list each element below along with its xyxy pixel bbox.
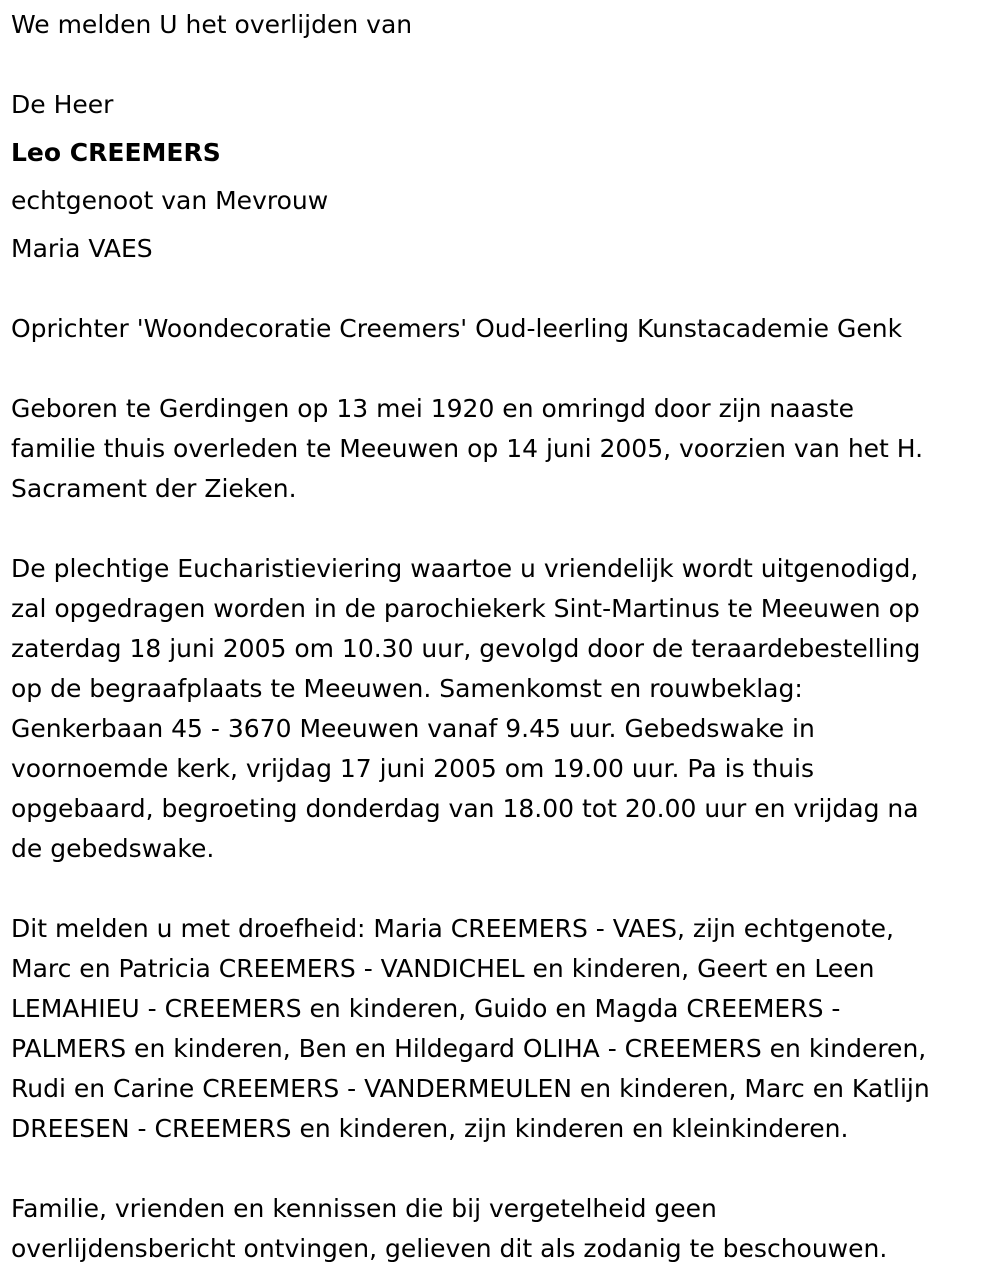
paragraph-line: op de begraafplaats te Meeuwen. Samenkomst en rouwbeklag: (11, 674, 803, 703)
paragraph-line: opgebaard, begroeting donderdag van 18.00 tot 20.00 uur en vrijdag na (11, 794, 919, 823)
paragraph-line: Genkerbaan 45 - 3670 Meeuwen vanaf 9.45 uur. Gebedswake in (11, 714, 815, 743)
paragraph-line: PALMERS en kinderen, Ben en Hildegard OLIHA - CREEMERS en kinderen, (11, 1034, 927, 1063)
paragraph-line: Sacrament der Zieken. (11, 474, 297, 503)
paragraph-line: Rudi en Carine CREEMERS - VANDERMEULEN en kinderen, Marc en Katlijn (11, 1074, 930, 1103)
birth-death-paragraph (11, 389, 996, 509)
paragraph-line: voornoemde kerk, vrijdag 17 juni 2005 om 19.00 uur. Pa is thuis (11, 754, 815, 783)
ceremony-paragraph (11, 549, 996, 869)
family-paragraph (11, 909, 996, 1149)
spouse-label: echtgenoot van Mevrouw (11, 186, 329, 215)
intro-text: We melden U het overlijden van (11, 10, 413, 39)
paragraph-line: Geboren te Gerdingen op 13 mei 1920 en omringd door zijn naaste (11, 394, 855, 423)
paragraph-line: LEMAHIEU - CREEMERS en kinderen, Guido en Magda CREEMERS - (11, 994, 841, 1023)
spouse-name: Maria VAES (11, 234, 153, 263)
paragraph-line: Marc en Patricia CREEMERS - VANDICHEL en kinderen, Geert en Leen (11, 954, 875, 983)
spacer (11, 45, 996, 85)
paragraph-line: Familie, vrienden en kennissen die bij vergetelheid geen (11, 1194, 717, 1223)
paragraph-line: De plechtige Eucharistieviering waartoe u vriendelijk wordt uitgenodigd, (11, 554, 919, 583)
occupation-text: Oprichter 'Woondecoratie Creemers' Oud-leerling Kunstacademie Genk (11, 314, 903, 343)
paragraph-line: de gebedswake. (11, 834, 215, 863)
closing-paragraph (11, 1189, 996, 1269)
obituary-document (11, 5, 996, 1269)
deceased-name: Leo CREEMERS (11, 138, 221, 167)
paragraph-line: zal opgedragen worden in de parochiekerk Sint-Martinus te Meeuwen op (11, 594, 920, 623)
paragraph-line: Dit melden u met droefheid: Maria CREEMERS - VAES, zijn echtgenote, (11, 914, 895, 943)
paragraph-line: familie thuis overleden te Meeuwen op 14 juni 2005, voorzien van het H. (11, 434, 924, 463)
deceased-title: De Heer (11, 90, 114, 119)
paragraph-line: zaterdag 18 juni 2005 om 10.30 uur, gevolgd door de teraardebestelling (11, 634, 921, 663)
paragraph-line: DREESEN - CREEMERS en kinderen, zijn kinderen en kleinkinderen. (11, 1114, 849, 1143)
paragraph-line: overlijdensbericht ontvingen, gelieven dit als zodanig te beschouwen. (11, 1234, 888, 1263)
